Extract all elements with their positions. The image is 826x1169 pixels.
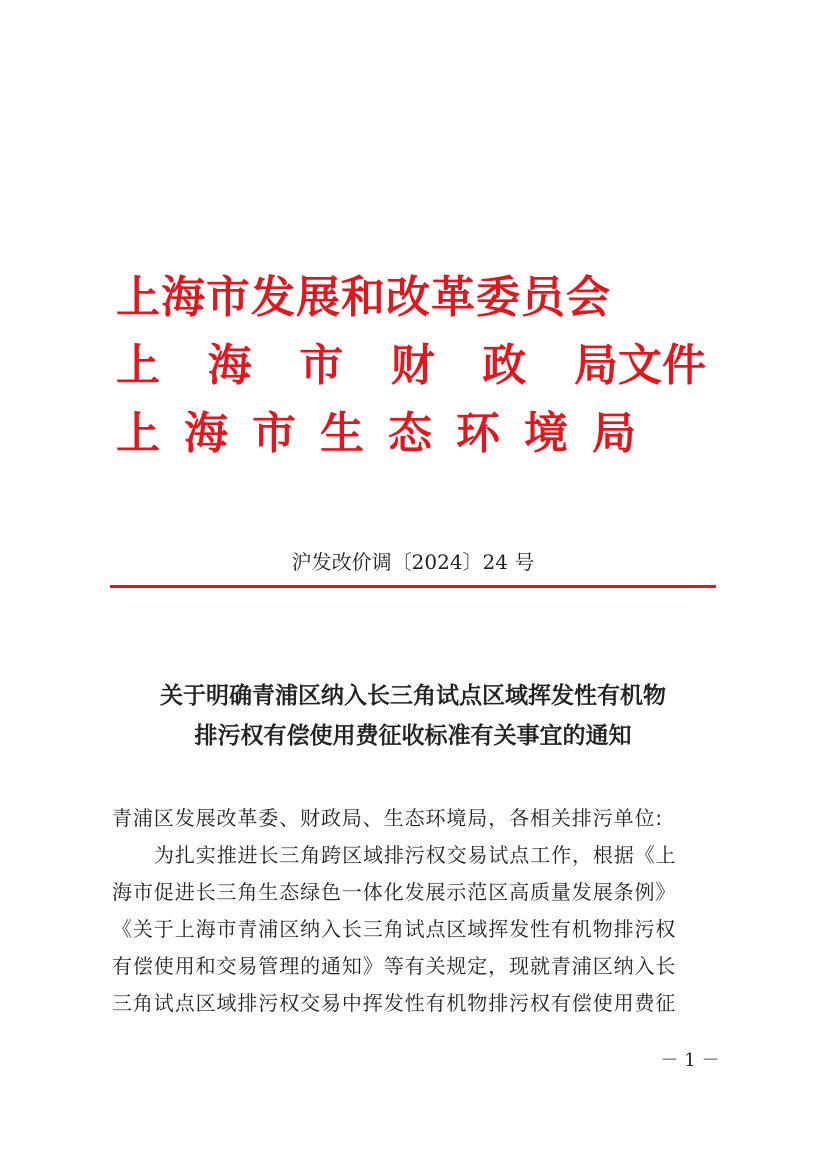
title-line-2: 排污权有偿使用费征收标准有关事宜的通知 bbox=[194, 722, 632, 749]
issuer-finance-bureau bbox=[116, 338, 706, 394]
issuer-ndrc: 上海市发展和改革委员会 bbox=[116, 272, 611, 323]
issuer-char: 环 bbox=[456, 408, 500, 459]
issuer-char: 市 bbox=[252, 408, 296, 459]
body-line: 《关于上海市青浦区纳入长三角试点区域挥发性有机物排污权 bbox=[112, 917, 677, 941]
issuer-char: 态 bbox=[388, 408, 432, 459]
issuer-ecology-bureau bbox=[116, 406, 636, 462]
body-line: 海市促进长三角生态绿色一体化发展示范区高质量发展条例》 bbox=[112, 880, 677, 904]
issuer-char: 财 bbox=[390, 340, 435, 391]
document-number: 沪发改价调〔2024〕24 号 bbox=[291, 550, 535, 574]
red-divider bbox=[110, 585, 716, 588]
issuer-char: 境 bbox=[524, 408, 568, 459]
salutation: 青浦区发展改革委、财政局、生态环境局，各相关排污单位: bbox=[112, 806, 664, 830]
issuer-char: 上 bbox=[116, 408, 160, 459]
body-line: 为扎实推进长三角跨区域排污权交易试点工作，根据《上 bbox=[154, 843, 677, 867]
issuer-char: 海 bbox=[184, 408, 228, 459]
body-line: 三角试点区域排污权交易中挥发性有机物排污权有偿使用费征 bbox=[112, 991, 677, 1015]
document-body bbox=[112, 800, 718, 1022]
issuer-char: 市 bbox=[299, 340, 344, 391]
title-line-1: 关于明确青浦区纳入长三角试点区域挥发性有机物 bbox=[160, 682, 666, 709]
issuer-char: 局 bbox=[592, 408, 636, 459]
page-number: － 1 － bbox=[660, 1050, 720, 1071]
issuer-char: 上 bbox=[116, 340, 160, 391]
issuer-tail: 局文件 bbox=[573, 340, 706, 391]
issuer-char: 海 bbox=[207, 340, 252, 391]
document-title bbox=[0, 676, 826, 756]
issuer-char: 生 bbox=[320, 408, 364, 459]
body-line: 有偿使用和交易管理的通知》等有关规定，现就青浦区纳入长 bbox=[112, 954, 677, 978]
issuer-char: 政 bbox=[482, 340, 527, 391]
